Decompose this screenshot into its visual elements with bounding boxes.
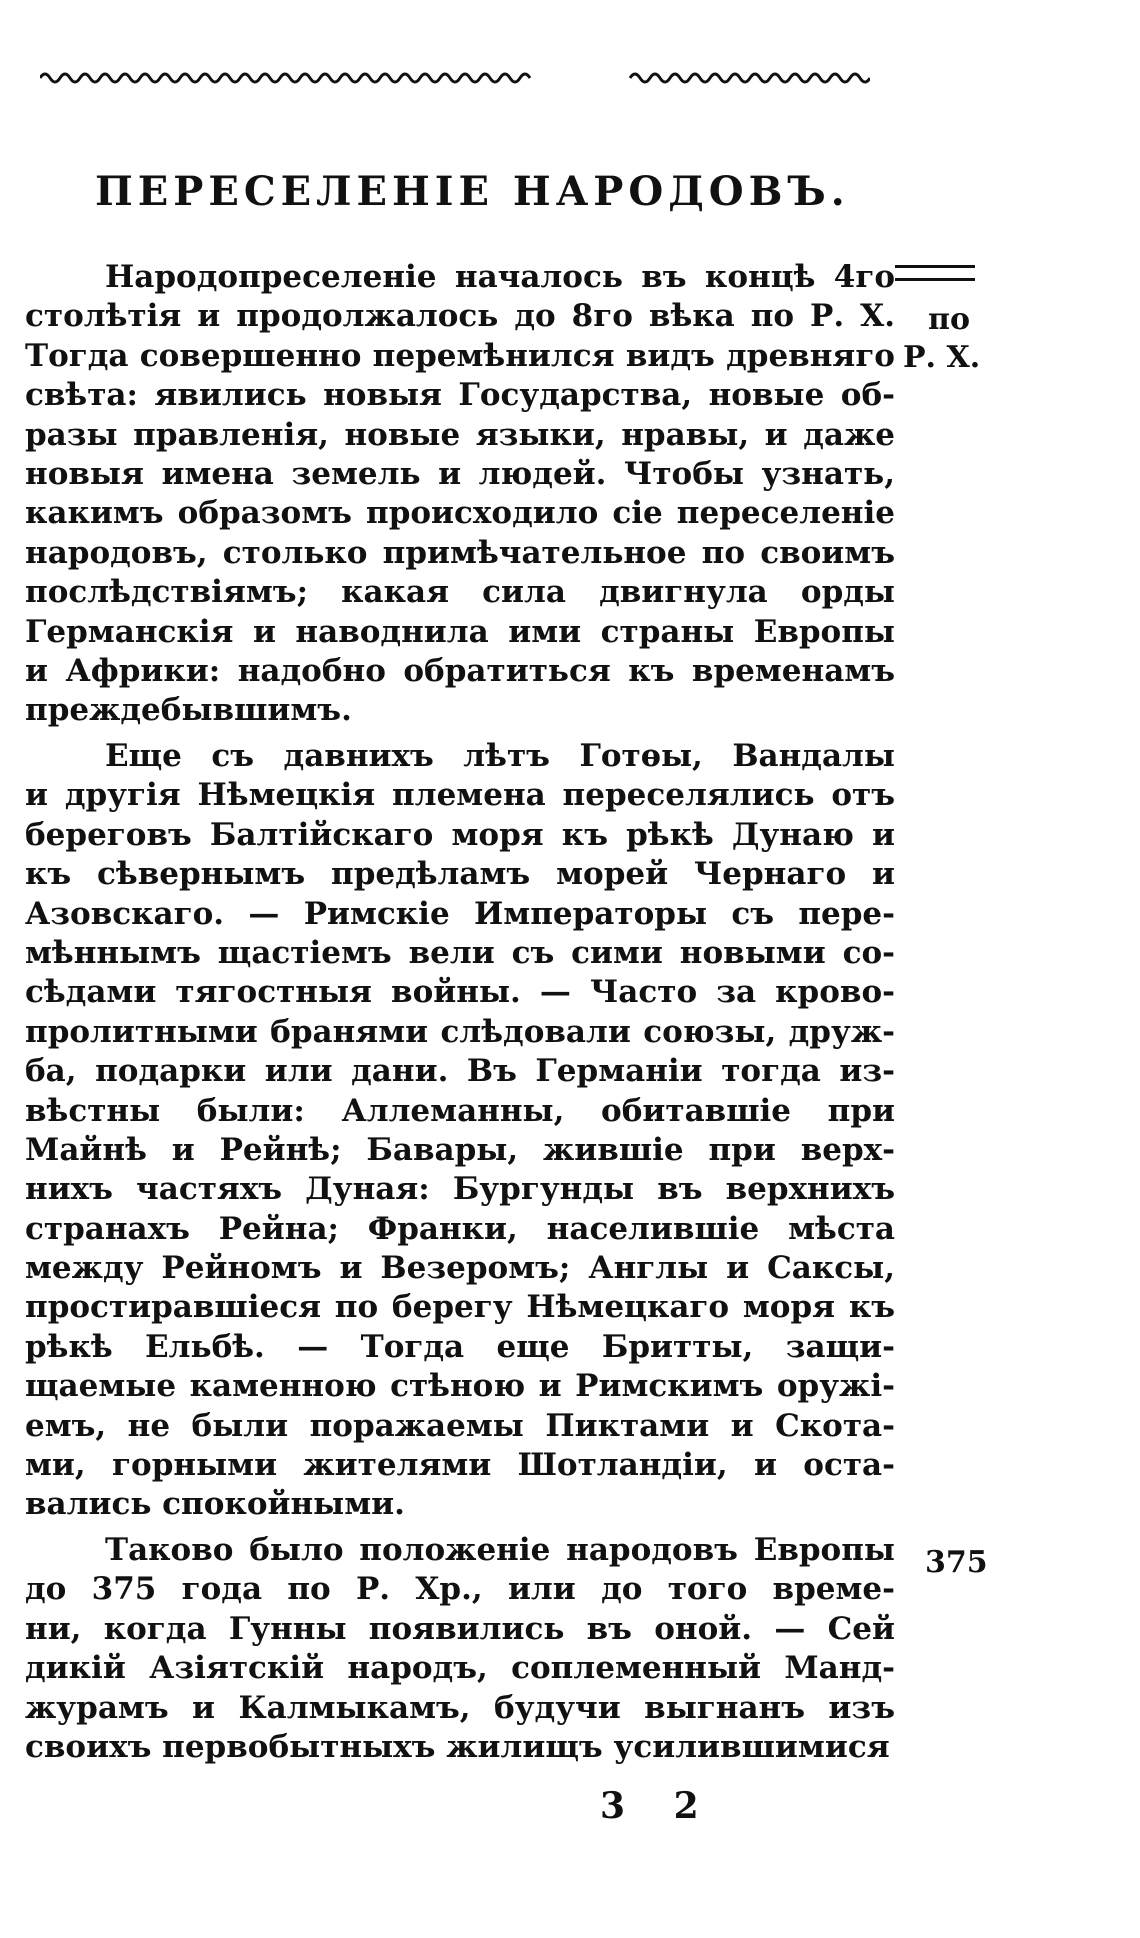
text-line: сѣдами тягостныя войны. — Часто за крово- — [25, 974, 895, 1011]
text-line: между Рейномъ и Везеромъ; Англы и Саксы, — [25, 1250, 895, 1287]
text-line: своихъ первобытныхъ жилищъ усилившимися — [25, 1728, 890, 1765]
text-line: береговъ Балтійскаго моря къ рѣкѣ Дунаю и — [25, 816, 895, 853]
text-line: нихъ частяхъ Дуная: Бургунды въ верхнихъ — [25, 1171, 895, 1208]
text-line: и другія Нѣмецкія племена переселялись отъ — [25, 777, 895, 814]
text-line: дикій Азіятскій народъ, соплеменный Манд- — [25, 1650, 895, 1687]
text-line: ба, подарки или дани. Въ Германіи тогда из- — [25, 1053, 895, 1090]
text-line: пролитными бранями слѣдовали союзы, друж- — [25, 1013, 895, 1050]
paragraph-3 — [25, 1531, 895, 1767]
text-line: ми, горными жителями Шотландіи, и оста- — [25, 1447, 895, 1484]
text-line: журамъ и Калмыкамъ, будучи выгнанъ изъ — [25, 1689, 895, 1726]
paragraph-1 — [25, 258, 895, 731]
signature-mark: 3 2 — [600, 1785, 717, 1827]
text-line: свѣта: явились новыя Государства, новые об- — [25, 377, 895, 414]
text-line: рѣкѣ Ельбѣ. — Тогда еще Бритты, защи- — [25, 1328, 895, 1365]
text-line: мѣннымъ щастіемъ вели съ сими новыми со- — [25, 934, 895, 971]
text-line: Народопреселеніе началось въ концѣ 4го — [105, 259, 895, 295]
text-line: столѣтія и продолжалось до 8го вѣка по Р. Х. — [25, 298, 895, 335]
margin-double-rule — [895, 265, 975, 281]
text-line: Тогда совершенно перемѣнился видъ древняго — [25, 337, 895, 374]
text-line: простиравшіеся по берегу Нѣмецкаго моря къ — [25, 1289, 895, 1326]
text-line: Германскія и наводнила ими страны Европы — [25, 613, 895, 650]
text-line: странахъ Рейна; Франки, населившіе мѣста — [25, 1210, 895, 1247]
text-line: народовъ, столько примѣчательное по своимъ — [25, 534, 895, 571]
text-line: емъ, не были поражаемы Пиктами и Скота- — [25, 1407, 895, 1444]
text-line: новыя имена земель и людей. Чтобы узнать, — [25, 455, 895, 492]
margin-note-rx: Р. Х. — [903, 340, 981, 375]
text-line: Еще съ давнихъ лѣтъ Готѳы, Вандалы — [105, 738, 895, 774]
text-line: вѣстны были: Аллеманны, обитавшіе при — [25, 1092, 895, 1129]
text-line: вались спокойными. — [25, 1486, 405, 1523]
text-line: какимъ образомъ происходило сіе переселеніе — [25, 495, 895, 532]
text-line: преждебывшимъ. — [25, 692, 352, 729]
margin-note-po: по — [928, 302, 970, 337]
text-line: Азовскаго. — Римскіе Императоры съ пере- — [25, 895, 895, 932]
text-line: и Африки: надобно обратиться къ временамъ — [25, 652, 895, 689]
text-line: къ сѣвернымъ предѣламъ морей Чернаго и — [25, 856, 895, 893]
margin-note-year: 375 — [925, 1545, 988, 1580]
text-line: разы правленія, новые языки, нравы, и даже — [25, 416, 895, 453]
paragraph-2 — [25, 737, 895, 1525]
text-line: ни, когда Гунны появились въ оной. — Сей — [25, 1610, 895, 1647]
text-line: Майнѣ и Рейнѣ; Бавары, жившіе при верх- — [25, 1131, 895, 1168]
text-line: Таково было положеніе народовъ Европы — [105, 1532, 895, 1568]
text-line: щаемые каменною стѣною и Римскимъ оружі- — [25, 1368, 895, 1405]
decorative-rule-ornament — [40, 68, 870, 88]
text-line: послѣдствіямъ; какая сила двигнула орды — [25, 574, 895, 611]
text-line: до 375 года по Р. Хр., или до того време- — [25, 1571, 895, 1608]
chapter-title: ПЕРЕСЕЛЕНІЕ НАРОДОВЪ. — [95, 168, 850, 215]
